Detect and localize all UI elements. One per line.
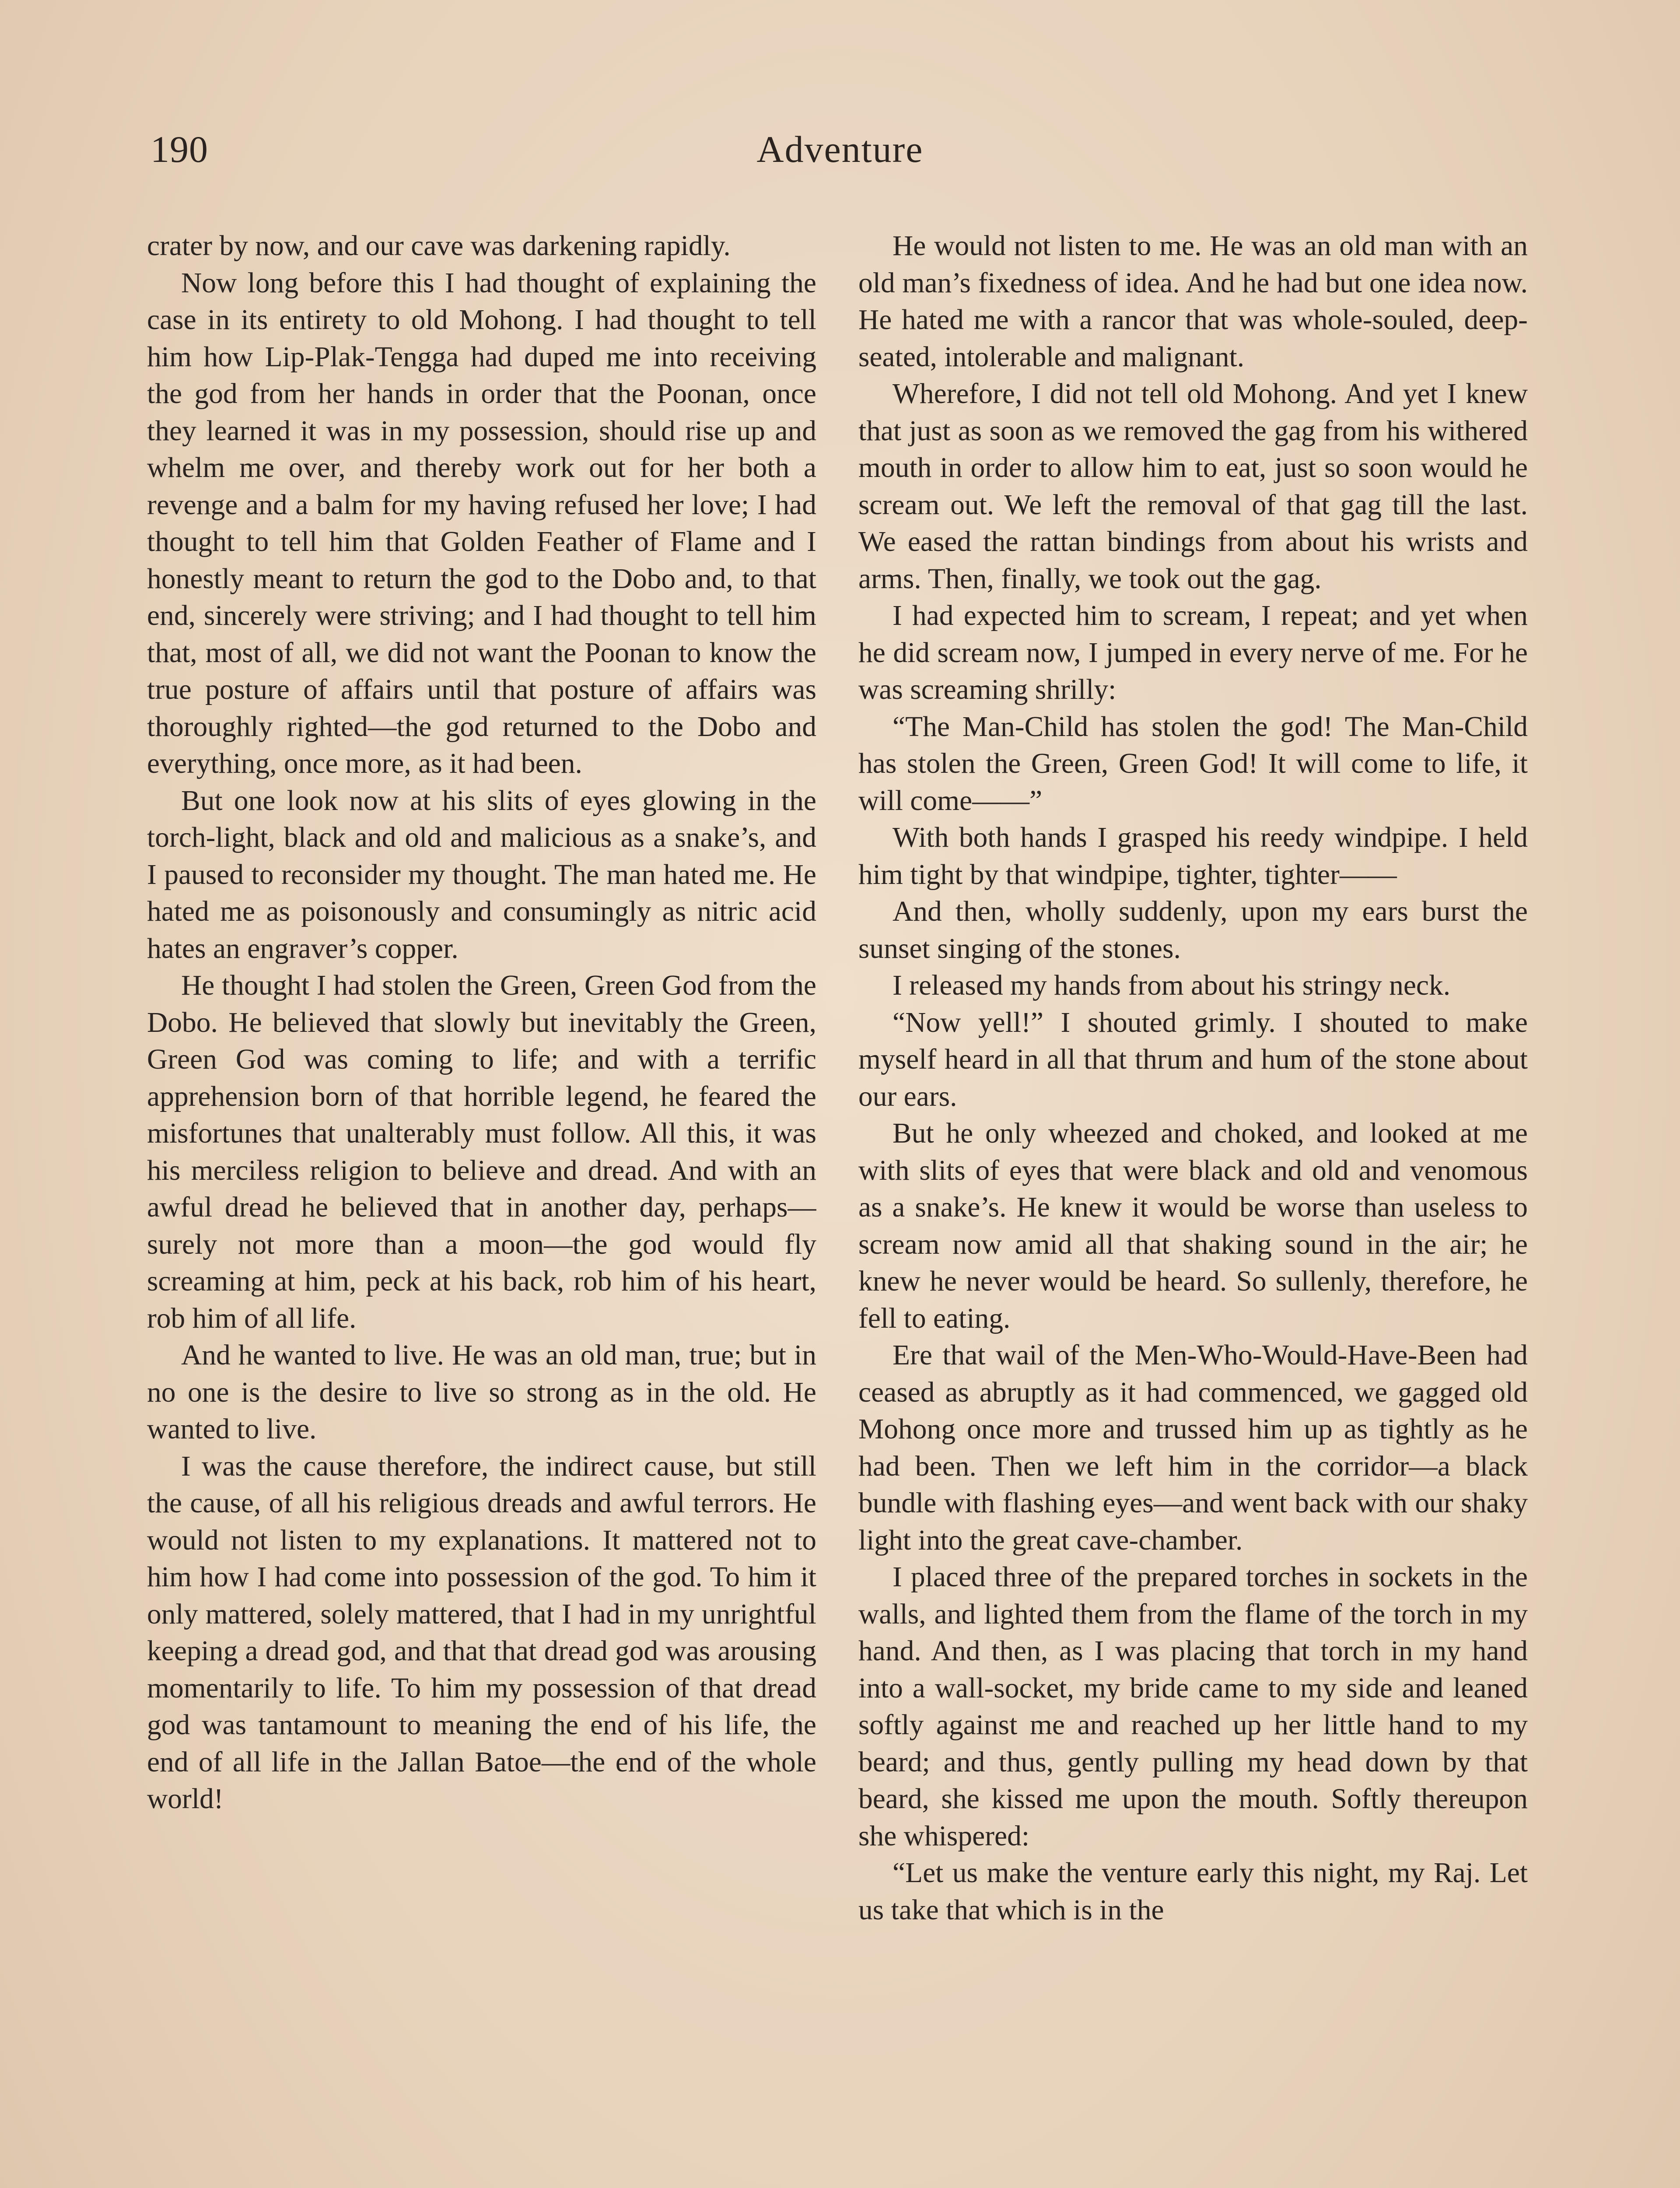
paragraph: He thought I had stolen the Green, Green God from the Dobo. He believed that slowly but inevitably the Green, Green God was coming to life; and with a terrific apprehension born of that horrible legend, he feared the misfortunes that unalterably must follow. All this, it was his merciless religion to believe and dread. And with an awful dread he believed that in another day, perhaps—surely not more than a moon—the god would fly screaming at him, peck at his back, rob him of his heart, rob him of all life. xyxy=(147,970,816,1334)
paragraph: I had expected him to scream, I repeat; and yet when he did scream now, I jumped in every nerve of me. For he was screaming shrilly: xyxy=(858,600,1528,705)
paragraph: And then, wholly suddenly, upon my ears burst the sunset singing of the stones. xyxy=(858,896,1528,964)
paragraph: With both hands I grasped his reedy windpipe. I held him tight by that windpipe, tighter, tighter—— xyxy=(858,822,1528,891)
left-column xyxy=(147,228,816,2188)
paragraph: “Now yell!” I shouted grimly. I shouted to make myself heard in all that thrum and hum of the stone about our ears. xyxy=(858,1006,1528,1112)
running-head: Adventure xyxy=(756,128,924,170)
page-number: 190 xyxy=(150,128,208,170)
paragraph: Wherefore, I did not tell old Mohong. And yet I knew that just as soon as we removed the gag from his withered mouth in order to allow him to eat, just so soon would he scream out. We left the removal of that gag till the last. We eased the rattan bindings from about his wrists and arms. Then, finally, we took out the gag. xyxy=(858,378,1528,595)
paragraph: I was the cause therefore, the indirect cause, but still the cause, of all his religious dreads and awful terrors. He would not listen to my explanations. It mattered not to him how I had come into possession of the god. To him it only mattered, solely mattered, that I had in my unrightful keeping a dread god, and that that dread god was arousing momentarily to life. To him my possession of that dread god was tantamount to meaning the end of his life, the end of all life in the Jallan Batoe—the end of the whole world! xyxy=(147,1450,816,1815)
right-column xyxy=(858,228,1528,2188)
paragraph: “The Man-Child has stolen the god! The Man-Child has stolen the Green, Green God! It will come to life, it will come——” xyxy=(858,711,1528,817)
paragraph: But one look now at his slits of eyes glowing in the torch-light, black and old and malicious as a snake’s, and I paused to reconsider my thought. The man hated me. He hated me as poisonously and consumingly as nitric acid hates an engraver’s copper. xyxy=(147,785,816,964)
paragraph: Ere that wail of the Men-Who-Would-Have-Been had ceased as abruptly as it had commenced, we gagged old Mohong once more and trussed him up as tightly as he had been. Then we left him in the corridor—a black bundle with flashing eyes—and went back with our shaky light into the great cave-chamber. xyxy=(858,1339,1528,1556)
paragraph: I placed three of the prepared torches in sockets in the walls, and lighted them from the flame of the torch in my hand. And then, as I was placing that torch in my hand into a wall-socket, my bride came to my side and leaned softly against me and reached up her little hand to my beard; and thus, gently pulling my head down by that beard, she kissed me upon the mouth. Softly thereupon she whispered: xyxy=(858,1561,1528,1852)
paragraph: I released my hands from about his stringy neck. xyxy=(892,970,1451,1001)
paragraph: But he only wheezed and choked, and looked at me with slits of eyes that were black and old and venomous as a snake’s. He knew it would be worse than useless to scream now amid all that shaking sound in the air; he knew he never would be heard. So sullenly, therefore, he fell to eating. xyxy=(858,1118,1528,1334)
paragraph: “Let us make the venture early this night, my Raj. Let us take that which is in the xyxy=(858,1857,1528,1926)
paragraph: Now long before this I had thought of explaining the case in its entirety to old Mohong. I had thought to tell him how Lip-Plak-Tengga had duped me into receiving the god from her hands in order that the Poonan, once they learned it was in my possession, should rise up and whelm me over, and thereby work out for her both a revenge and a balm for my having refused her love; I had thought to tell him that Golden Feather of Flame and I honestly meant to return the god to the Dobo and, to that end, sincerely were striving; and I had thought to tell him that, most of all, we did not want the Poonan to know the true posture of affairs until that posture of affairs was thoroughly righted—the god returned to the Dobo and everything, once more, as it had been. xyxy=(147,267,816,779)
paragraph: He would not listen to me. He was an old man with an old man’s fixedness of idea. And he had but one idea now. He hated me with a rancor that was whole-souled, deep-seated, intolerable and malignant. xyxy=(858,230,1528,373)
paragraph: crater by now, and our cave was darkening rapidly. xyxy=(147,230,731,262)
paragraph: And he wanted to live. He was an old man, true; but in no one is the desire to live so strong as in the old. He wanted to live. xyxy=(147,1339,816,1445)
